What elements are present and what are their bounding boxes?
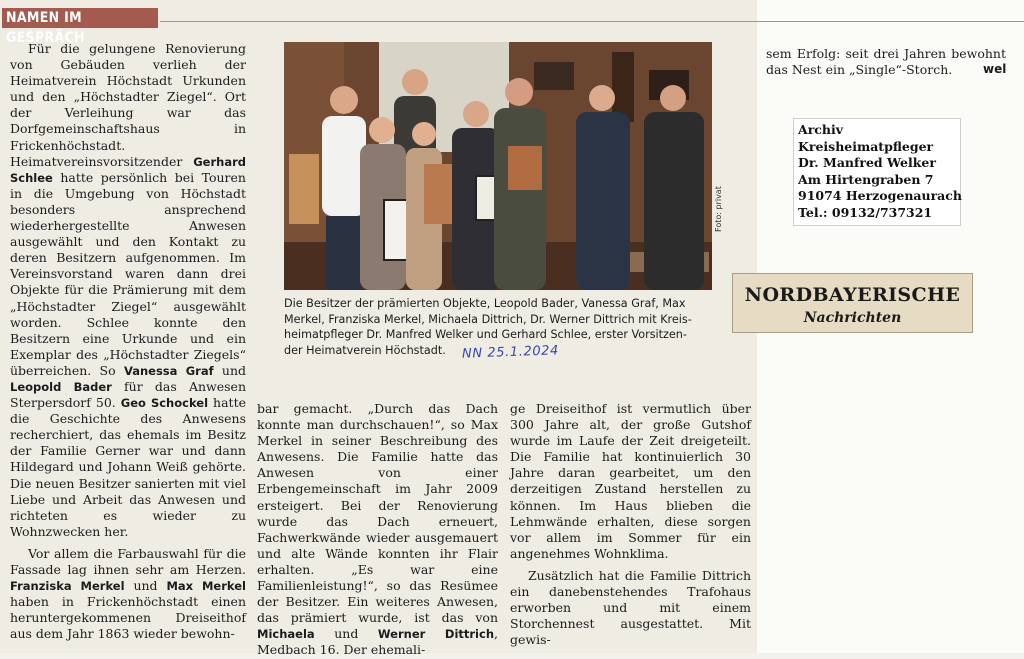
group-photo [284,42,712,290]
masthead-subtitle: Nachrichten [803,310,902,326]
masthead-title: NORDBAYERISCHE [744,284,961,306]
section-kicker: NAMEN IM GESPRÄCH [2,8,158,28]
stamp-line: Am Hirtengraben 7 [798,171,934,187]
person-name: Franziska Merkel [10,579,125,594]
stamp-line: Archiv [798,122,843,137]
paragraph: ge Dreiseithof ist vermutlich über 300 Jahre alt, der große Gutshof wurde im Laufe der Zeit dreigeteilt. Die Familie hat kontinuierlich 30 Jahre daran gearbeitet, um den derzeitigen Zustand herstellen zu können. Im Haus blieben die Lehmwände erhalten, diese sorgen vor allem im Sommer für ein angenehmes Wohnklima. [510,401,751,561]
person-name: Max Merkel [166,579,246,594]
stamp-line: 91074 Herzogenaurach [798,188,962,204]
photo-credit: Foto: privat [714,186,723,232]
newspaper-masthead [732,273,973,333]
paragraph: sem Erfolg: seit drei Jahren bewohnt das Nest ein „Single“-Storch. [766,46,1006,78]
person-name: Geo Schockel [120,396,209,411]
article-column-2 [257,401,498,659]
stamp-line: Tel.: 09132/737321 [798,204,933,220]
article-column-4 [766,46,1006,78]
author-initials: wel [983,62,1007,76]
person-name: Gerhard Schlee [10,154,246,185]
caption-line: der Heimatverein Höchstadt. [284,343,446,357]
person-name: Vanessa Graf [123,363,214,378]
handwritten-date-note: NN 25.1.2024 [461,343,560,362]
person-name: Michaela [257,627,315,642]
person-name: Werner Dittrich [377,627,495,642]
paragraph: Zusätzlich hat die Familie Dittrich ein danebenstehendes Trafohaus erworben und mit einem Storchennest ausgestattet. Mit gewis- [510,567,751,648]
header-rule [160,21,1024,22]
article-column-3 [510,401,751,648]
caption-line: heimatpfleger Dr. Manfred Welker und Gerhard Schlee, erster Vorsitzen- [284,328,687,342]
article-column-1 [10,41,246,642]
paragraph: Vor allem die Farbauswahl für die Fassade lag ihnen sehr am Herzen. Franziska Merkel und Max Merkel haben in Frickenhöchstadt einen heruntergekommenen Dreiseithof aus dem Jahr 1863 wieder bewohn- [10,545,246,642]
paragraph: Für die gelungene Renovierung von Gebäuden verlieh der Heimatverein Höchstadt Urkunden und den „Höchstadter Ziegel“. Ort der Verleihung war das Dorfgemeinschaftshaus in Frickenhöchstadt. Heimatvereinsvorsitzender Gerhard Schlee hatte persönlich bei Touren in die Umgebung von Höchstadt besonders ansprechend wiederhergestellte Anwesen ausgewählt und den Kontakt zu deren Besitzern aufgenommen. Im Vereinsvorstand waren dann drei Objekte für die Prämierung mit dem „Höchstadter Ziegel“ ausgewählt worden. Schlee konnte den Besitzern eine Urkunde und ein Exemplar des „Höchstadter Ziegels“ überreichen. So Vanessa Graf und Leopold Bader für das Anwesen Sterpersdorf 50. Geo Schockel hatte die Geschichte des Anwesens recherchiert, das ehemals im Besitz der Familie Gerner war und dann Hildegard und Johann Weiß gehörte. Die neuen Besitzer sanierten mit viel Liebe und Arbeit das Anwesen und richteten es wieder zu Wohnzwecken her. [10,41,246,539]
stamp-line: Kreisheimatpfleger [798,138,934,154]
photo-illustration [284,42,712,290]
caption-line: Merkel, Franziska Merkel, Michaela Dittrich, Dr. Werner Dittrich mit Kreis- [284,312,692,326]
stamp-line: Dr. Manfred Welker [798,155,936,171]
paragraph: bar gemacht. „Durch das Dach konnte man durchschauen!“, so Max Merkel in seiner Beschreibung des Anwesens. Die Familie hatte das Anwesen von einer Erbengemeinschaft im Jahr 2009 ersteigert. Bei der Renovierung wurde das Dach erneuert, Fachwerkwände wieder ausgemauert und alte Wände konnten ihr Flair erhalten. „Es war eine Familienleistung!“, so das Resümee der Besitzer. Ein weiteres Anwesen, das prämiert wurde, ist das von Michaela und Werner Dittrich, Medbach 16. Der ehemali- [257,401,498,658]
person-name: Leopold Bader [10,379,112,394]
archive-stamp [793,118,961,226]
caption-line: Die Besitzer der prämierten Objekte, Leopold Bader, Vanessa Graf, Max [284,297,686,310]
